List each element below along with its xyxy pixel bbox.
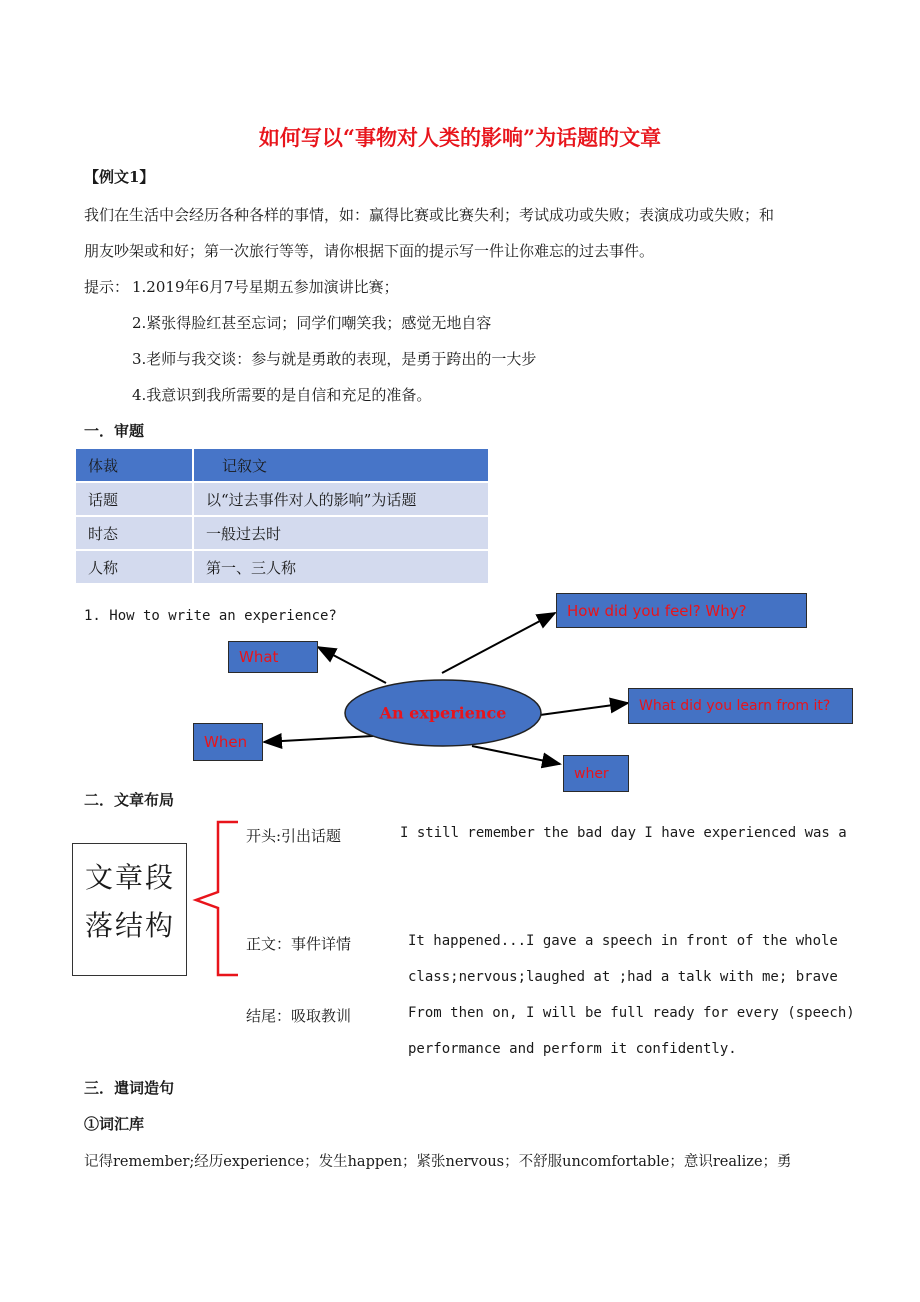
arrow-to-where <box>472 746 560 764</box>
node-when: When <box>193 723 263 761</box>
node-where: wher <box>563 755 629 792</box>
table-value: 以“过去事件对人的影响”为话题 <box>194 483 488 515</box>
intro-line-2: 朋友吵架或和好；第一次旅行等等，请你根据下面的提示写一件让你难忘的过去事件。 <box>84 242 655 260</box>
intro-line-1: 我们在生活中会经历各种各样的事情，如：赢得比赛或比赛失利；考试成功或失败；表演成功或失败；和 <box>84 206 775 224</box>
center-label: An experience <box>379 703 507 723</box>
arrow-to-learn <box>540 703 628 715</box>
table-value: 一般过去时 <box>194 517 488 549</box>
section3-heading: 三．遣词造句 <box>84 1079 175 1097</box>
diagram-question: 1. How to write an experience? <box>84 608 337 624</box>
example-label: 【例文1】 <box>84 168 155 186</box>
node-feel: How did you feel? Why? <box>556 593 807 628</box>
structure-label-line-1: 文章段 <box>85 861 176 894</box>
hints-label: 提示： <box>84 278 130 296</box>
section1-heading: 一．审题 <box>84 422 145 440</box>
structure-label-box <box>72 843 187 976</box>
structure-label-line-2: 落结构 <box>85 909 176 942</box>
hint-item-4: 4.我意识到我所需要的是自信和充足的准备。 <box>132 386 432 404</box>
table-value: 记叙文 <box>194 449 488 481</box>
table-value: 第一、三人称 <box>194 551 488 583</box>
table-key: 人称 <box>76 551 192 583</box>
vocab-heading: ①词汇库 <box>84 1115 145 1133</box>
table-key: 话题 <box>76 483 192 515</box>
bracket-brace <box>196 822 238 975</box>
hint-item-3: 3.老师与我交谈：参与就是勇敢的表现，是勇于跨出的一大步 <box>132 350 537 368</box>
structure-text-ending-2: performance and perform it confidently. <box>408 1041 737 1057</box>
structure-text-opening: I still remember the bad day I have experienced was a <box>400 825 847 841</box>
arrow-to-feel <box>442 613 555 673</box>
structure-part-ending: 结尾：吸取教训 <box>246 1007 352 1025</box>
arrow-to-what <box>318 647 386 683</box>
hint-item-2: 2.紧张得脸红甚至忘词；同学们嘲笑我；感觉无地自容 <box>132 314 492 332</box>
table-key: 时态 <box>76 517 192 549</box>
table-key: 体裁 <box>76 449 192 481</box>
hint-item-1: 1.2019年6月7号星期五参加演讲比赛； <box>132 278 399 296</box>
structure-text-body-1: It happened...I gave a speech in front of the whole <box>408 933 838 949</box>
arrow-to-when <box>264 736 373 742</box>
structure-text-body-2: class;nervous;laughed at ;had a talk with me; brave <box>408 969 838 985</box>
vocab-line: 记得remember;经历experience；发生happen；紧张nervous；不舒服uncomfortable；意识realize；勇 <box>84 1154 792 1170</box>
structure-part-opening: 开头:引出话题 <box>246 827 342 845</box>
page-title: 如何写以“事物对人类的影响”为话题的文章 <box>258 125 662 150</box>
structure-text-ending-1: From then on, I will be full ready for every (speech) <box>408 1005 855 1021</box>
structure-part-body: 正文：事件详情 <box>246 935 352 953</box>
section2-heading: 二．文章布局 <box>84 791 175 809</box>
node-learn: What did you learn from it? <box>628 688 853 724</box>
node-what: What <box>228 641 318 673</box>
